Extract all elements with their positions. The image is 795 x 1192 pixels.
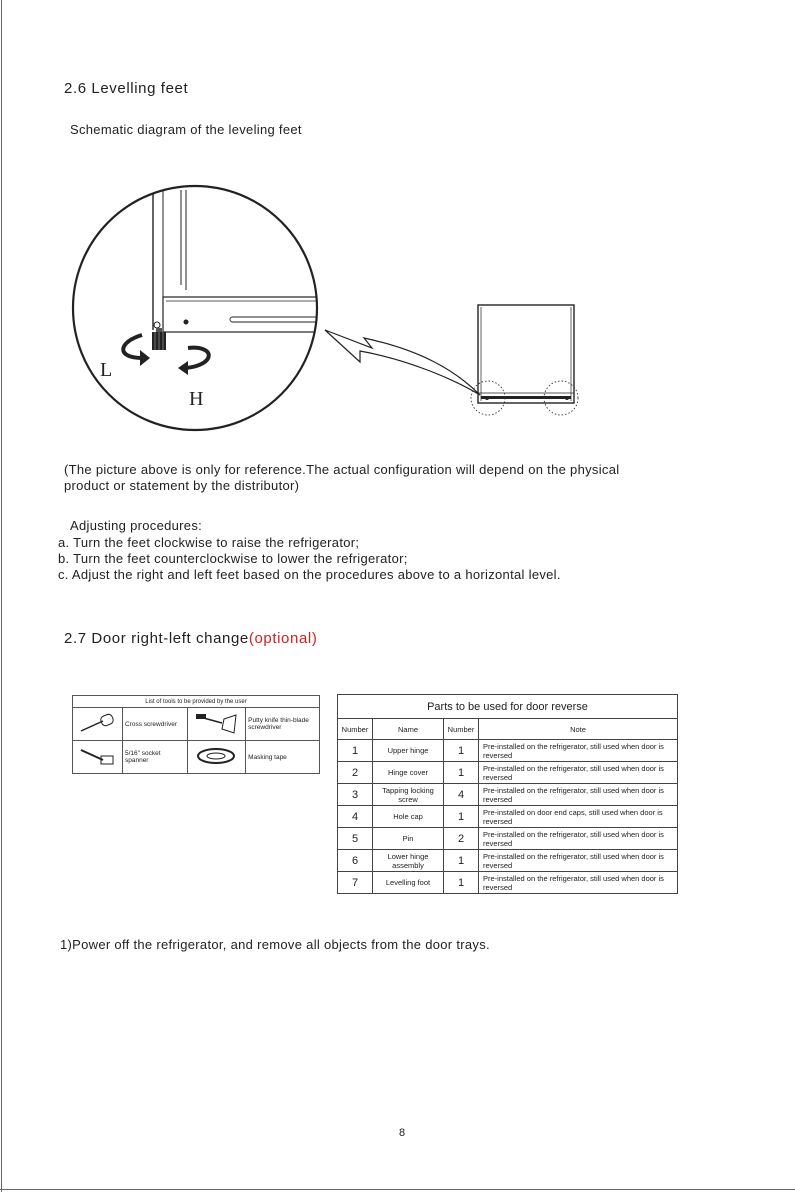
label-high: H <box>189 388 204 410</box>
label-low: L <box>100 359 113 381</box>
page-edge-bottom <box>0 1189 795 1190</box>
section-heading-levelling: 2.6 Levelling feet <box>64 80 189 97</box>
parts-header-name: Name <box>373 719 444 740</box>
part-number: 2 <box>338 762 373 784</box>
door-heading-main: 2.7 Door right-left change <box>64 630 249 647</box>
table-row <box>338 872 678 894</box>
tool-image-putty-knife <box>188 708 246 741</box>
part-number: 1 <box>338 740 373 762</box>
parts-header-quantity: Number <box>444 719 479 740</box>
levelling-feet-diagram <box>60 180 600 440</box>
part-name: Tapping locking screw <box>373 784 444 806</box>
section-heading-door <box>64 630 317 647</box>
parts-table <box>337 694 678 894</box>
tool-masking-tape: Masking tape <box>246 741 320 774</box>
table-row <box>338 740 678 762</box>
part-quantity: 1 <box>444 806 479 828</box>
part-name: Hinge cover <box>373 762 444 784</box>
table-row <box>338 850 678 872</box>
procedure-step-b: b. Turn the feet counterclockwise to lower the refrigerator; <box>58 551 408 566</box>
reference-note <box>64 462 619 494</box>
rotate-left-arrow <box>123 335 142 358</box>
table-row <box>338 784 678 806</box>
page-edge-left <box>1 0 2 1192</box>
procedure-step-c: c. Adjust the right and left feet based on the procedures above to a horizontal level. <box>58 567 561 582</box>
part-name: Hole cap <box>373 806 444 828</box>
part-quantity: 4 <box>444 784 479 806</box>
part-quantity: 2 <box>444 828 479 850</box>
part-number: 3 <box>338 784 373 806</box>
procedure-step-a: a. Turn the feet clockwise to raise the refrigerator; <box>58 535 360 550</box>
magnified-foot-detail <box>152 190 325 350</box>
rotate-right-arrow <box>186 348 209 368</box>
pointer-arrow <box>325 330 480 395</box>
tool-image-spanner <box>73 741 123 774</box>
spanner-icon <box>77 744 117 768</box>
procedures-steps <box>58 535 561 583</box>
part-note: Pre-installed on the refrigerator, still used when door is reversed <box>479 828 678 850</box>
part-quantity: 1 <box>444 762 479 784</box>
diagram-subtitle: Schematic diagram of the leveling feet <box>70 122 302 137</box>
tool-socket-spanner: 5/16" socket spanner <box>122 741 188 774</box>
screwdriver-icon <box>77 711 117 735</box>
part-name: Levelling foot <box>373 872 444 894</box>
part-quantity: 1 <box>444 850 479 872</box>
tool-image-tape <box>188 741 246 774</box>
reference-note-line2: product or statement by the distributor) <box>64 478 300 493</box>
putty-knife-icon <box>194 711 240 735</box>
reference-note-line1: (The picture above is only for reference.The actual configuration will depend on the physical <box>64 462 620 477</box>
table-row <box>338 806 678 828</box>
part-number: 5 <box>338 828 373 850</box>
part-note: Pre-installed on door end caps, still used when door is reversed <box>479 806 678 828</box>
door-heading-optional: (optional) <box>248 630 318 647</box>
masking-tape-icon <box>194 744 240 768</box>
procedures-title: Adjusting procedures: <box>70 518 203 533</box>
part-name: Pin <box>373 828 444 850</box>
part-number: 7 <box>338 872 373 894</box>
part-note: Pre-installed on the refrigerator, still used when door is reversed <box>479 784 678 806</box>
part-note: Pre-installed on the refrigerator, still used when door is reversed <box>479 850 678 872</box>
table-row <box>338 828 678 850</box>
part-name: Upper hinge <box>373 740 444 762</box>
parts-table-title: Parts to be used for door reverse <box>338 695 678 719</box>
table-row <box>338 762 678 784</box>
parts-header-number: Number <box>338 719 373 740</box>
part-quantity: 1 <box>444 872 479 894</box>
tools-table <box>72 695 320 774</box>
part-note: Pre-installed on the refrigerator, still used when door is reversed <box>479 762 678 784</box>
parts-header-note: Note <box>479 719 678 740</box>
part-quantity: 1 <box>444 740 479 762</box>
tools-table-title: List of tools to be provided by the user <box>73 696 320 708</box>
part-note: Pre-installed on the refrigerator, still used when door is reversed <box>479 740 678 762</box>
refrigerator-outline <box>471 305 578 415</box>
instruction-step-1: 1)Power off the refrigerator, and remove all objects from the door trays. <box>60 937 490 952</box>
tool-cross-screwdriver: Cross screwdriver <box>122 708 188 741</box>
part-note: Pre-installed on the refrigerator, still used when door is reversed <box>479 872 678 894</box>
part-name: Lower hinge assembly <box>373 850 444 872</box>
part-number: 6 <box>338 850 373 872</box>
tool-image-screwdriver <box>73 708 123 741</box>
tool-putty-knife: Putty knife thin-blade screwdriver <box>246 708 320 741</box>
part-number: 4 <box>338 806 373 828</box>
page-number: 8 <box>399 1127 406 1139</box>
